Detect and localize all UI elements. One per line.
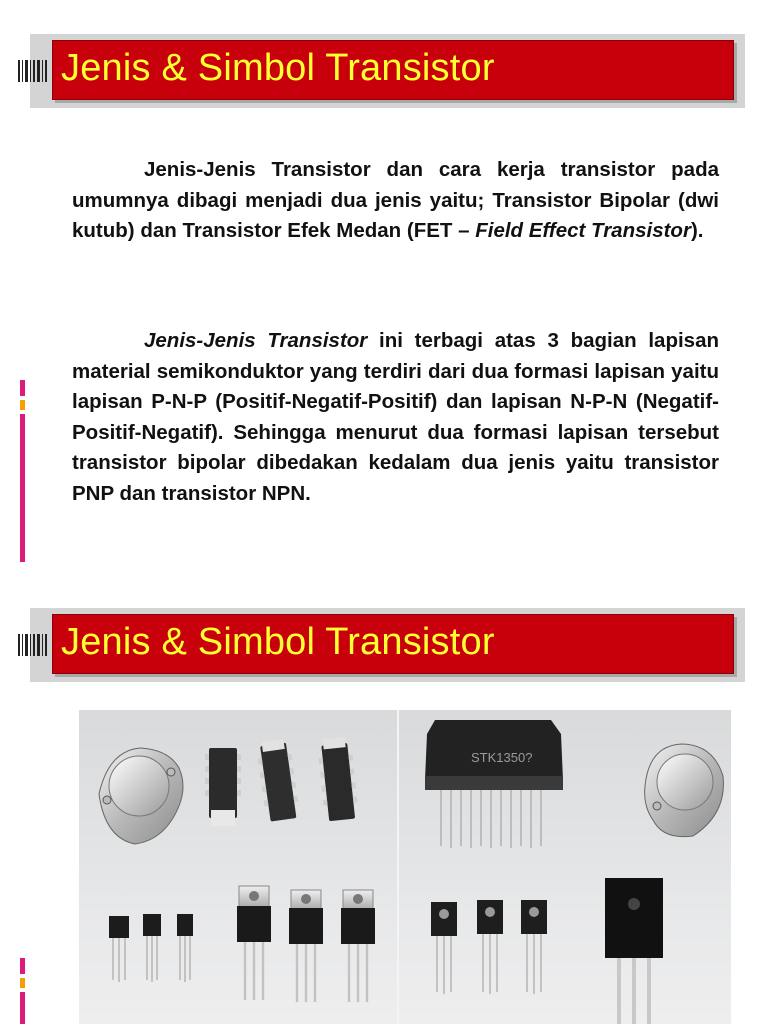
paragraph-2	[72, 326, 719, 509]
to3-transistor-right	[645, 744, 724, 837]
paragraph-1-end: ).	[690, 219, 704, 242]
paragraph-1-italic: Field Effect Transistor	[475, 219, 691, 242]
title-panel	[52, 614, 734, 674]
page-title: Jenis & Simbol Transistor	[61, 621, 495, 663]
slide-2	[0, 596, 768, 1024]
paragraph-1-text: Jenis-Jenis Transistor dan cara kerja transistor pada umumnya dibagi menjadi dua jenis yaitu; Transistor Bipolar (dwi kutub) dan Transistor Efek Medan (FET –	[72, 158, 719, 242]
title-bar	[30, 34, 745, 108]
title-panel	[52, 40, 734, 100]
paragraph-2-text: ini terbagi atas 3 bagian lapisan material semikonduktor yang terdiri dari dua formasi lapisan yaitu lapisan P-N-P (Positif-Negatif-Positif) dan lapisan N-P-N (Negatif-Positif-Negatif). Sehingga menurut dua formasi lapisan tersebut transistor bipolar dibedakan kedalam dua jenis yaitu transistor PNP dan transistor NPN.	[72, 329, 719, 505]
to92-transistors	[109, 914, 193, 982]
title-bar	[30, 608, 745, 682]
paragraph-1	[72, 155, 719, 247]
hybrid-module	[425, 720, 563, 848]
to3p-transistor	[605, 878, 663, 1024]
to126-transistors	[431, 900, 547, 994]
dip-ic-2	[256, 738, 301, 822]
barcode-icon	[18, 634, 48, 656]
paragraph-2-italic: Jenis-Jenis Transistor	[144, 329, 368, 352]
page-title: Jenis & Simbol Transistor	[61, 47, 495, 89]
side-accent	[20, 380, 28, 562]
transistor-photo	[79, 710, 731, 1024]
module-label: STK1350?	[471, 750, 533, 765]
side-accent	[20, 958, 28, 1024]
dip-ic-1	[205, 748, 241, 826]
to3-transistor-left	[99, 748, 183, 844]
dip-ic-3	[317, 737, 359, 822]
barcode-icon	[18, 60, 48, 82]
to220-transistors	[237, 886, 375, 1002]
